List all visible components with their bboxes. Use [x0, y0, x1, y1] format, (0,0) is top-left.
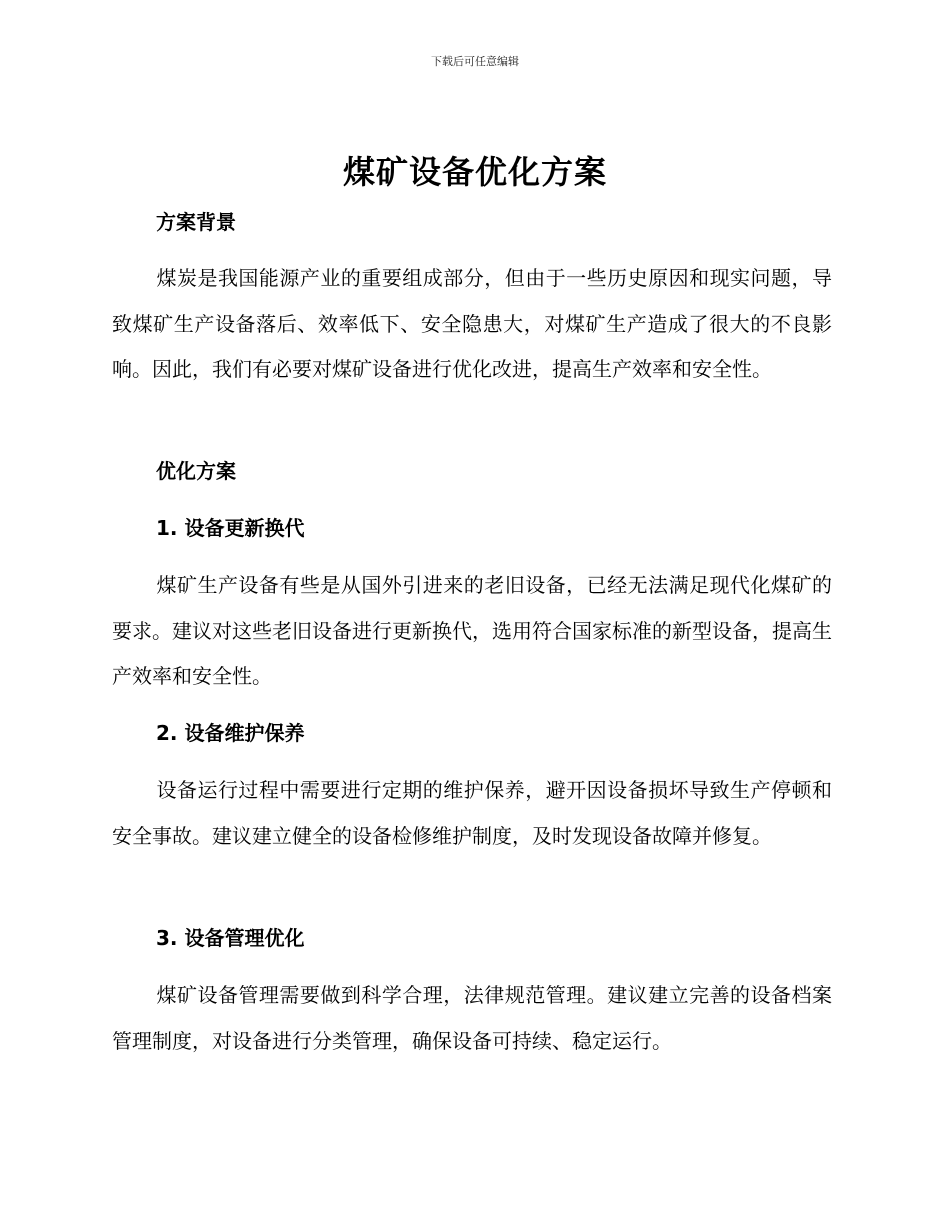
page-header-note: 下载后可任意编辑	[431, 55, 519, 68]
paragraph-text: 煤矿设备管理需要做到科学合理，法律规范管理。建议建立完善的设备档案管理制度，对设备进行分类管理，确保设备可持续、稳定运行。	[112, 983, 832, 1053]
section-heading-background: 方案背景	[156, 210, 236, 234]
section-heading-optimization: 优化方案	[156, 459, 236, 483]
paragraph-text: 煤炭是我国能源产业的重要组成部分，但由于一些历史原因和现实问题，导致煤矿生产设备落后、效率低下、安全隐患大，对煤矿生产造成了很大的不良影响。因此，我们有必要对煤矿设备进行优化改进，提高生产效率和安全性。	[112, 266, 832, 381]
section-heading-equipment-update: 1. 设备更新换代	[156, 516, 305, 540]
section-paragraph-management	[112, 973, 832, 1064]
section-heading-management: 3. 设备管理优化	[156, 926, 305, 950]
paragraph-text: 煤矿生产设备有些是从国外引进来的老旧设备，已经无法满足现代化煤矿的要求。建议对这些老旧设备进行更新换代，选用符合国家标准的新型设备，提高生产效率和安全性。	[112, 573, 832, 688]
section-paragraph-maintenance	[112, 768, 832, 859]
paragraph-text: 设备运行过程中需要进行定期的维护保养，避开因设备损坏导致生产停顿和安全事故。建议建立健全的设备检修维护制度，及时发现设备故障并修复。	[112, 778, 832, 848]
section-paragraph-equipment-update	[112, 563, 832, 700]
section-paragraph-background	[112, 256, 832, 393]
section-heading-maintenance: 2. 设备维护保养	[156, 721, 305, 745]
document-title: 煤矿设备优化方案	[342, 153, 607, 191]
